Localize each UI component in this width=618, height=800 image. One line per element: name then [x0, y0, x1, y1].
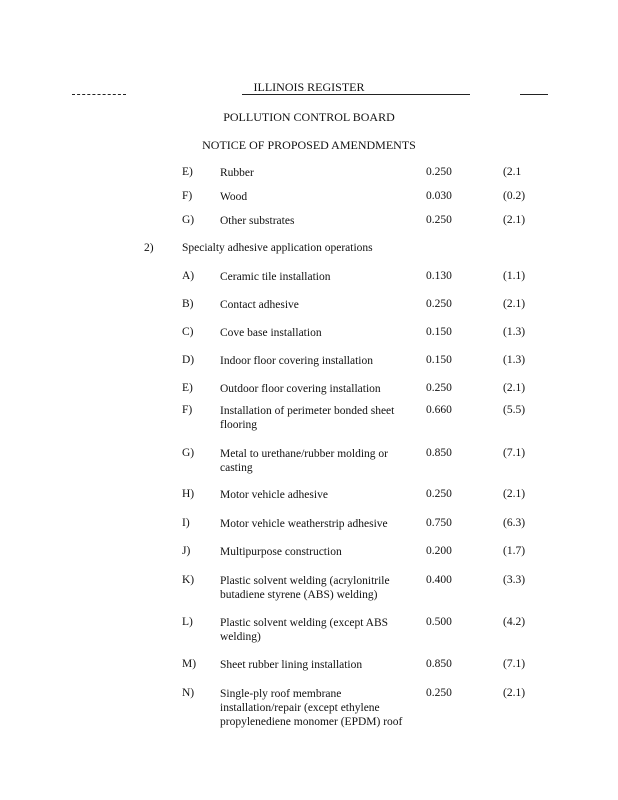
- section-number: 2): [144, 242, 154, 254]
- row-description: Other substrates: [220, 215, 295, 227]
- row-value-secondary: (1.3): [503, 326, 526, 338]
- row-value-primary: 0.250: [426, 298, 452, 310]
- register-title: ILLINOIS REGISTER: [253, 80, 365, 94]
- row-value-primary: 0.250: [426, 166, 452, 178]
- row-description: Installation of perimeter bonded sheet flooring: [220, 405, 395, 431]
- row-description: Rubber: [220, 167, 254, 179]
- row-value-primary: 0.200: [426, 545, 452, 557]
- row-value-secondary: (2.1: [503, 166, 522, 178]
- row-value-primary: 0.750: [426, 517, 452, 529]
- row-description: Metal to urethane/rubber molding or casting: [220, 448, 388, 474]
- row-description: Motor vehicle weatherstrip adhesive: [220, 518, 388, 530]
- row-value-secondary: (2.1): [503, 382, 526, 394]
- row-value-secondary: (1.3): [503, 354, 526, 366]
- row-value-secondary: (2.1): [503, 687, 526, 699]
- row-letter: L): [182, 616, 193, 628]
- row-value-primary: 0.500: [426, 616, 452, 628]
- row-letter: G): [182, 447, 195, 459]
- row-value-primary: 0.150: [426, 354, 452, 366]
- row-letter: K): [182, 574, 195, 586]
- section-title: Specialty adhesive application operations: [182, 242, 373, 254]
- row-letter: B): [182, 298, 194, 310]
- row-description: Cove base installation: [220, 327, 322, 339]
- row-letter: M): [182, 658, 197, 670]
- row-description: Wood: [220, 191, 248, 203]
- row-description: Motor vehicle adhesive: [220, 489, 328, 501]
- row-value-secondary: (4.2): [503, 616, 526, 628]
- row-value-primary: 0.130: [426, 270, 452, 282]
- row-description: Single-ply roof membrane installation/repair (except ethylene propylenediene monomer (EPDM) roof: [220, 688, 403, 728]
- board-title: POLLUTION CONTROL BOARD: [223, 110, 395, 124]
- row-description: Plastic solvent welding (except ABS welding): [220, 617, 389, 643]
- row-value-primary: 0.400: [426, 574, 452, 586]
- row-value-secondary: (0.2): [503, 190, 526, 202]
- row-letter: G): [182, 214, 195, 226]
- row-value-primary: 0.250: [426, 488, 452, 500]
- row-value-primary: 0.030: [426, 190, 452, 202]
- row-value-secondary: (3.3): [503, 574, 526, 586]
- row-value-primary: 0.850: [426, 447, 452, 459]
- row-description: Ceramic tile installation: [220, 271, 331, 283]
- row-value-secondary: (7.1): [503, 658, 526, 670]
- row-value-primary: 0.250: [426, 687, 452, 699]
- row-value-primary: 0.250: [426, 214, 452, 226]
- row-value-secondary: (1.1): [503, 270, 526, 282]
- row-value-secondary: (7.1): [503, 447, 526, 459]
- row-letter: A): [182, 270, 195, 282]
- row-value-primary: 0.150: [426, 326, 452, 338]
- row-value-secondary: (6.3): [503, 517, 526, 529]
- row-letter: H): [182, 488, 195, 500]
- notice-title: NOTICE OF PROPOSED AMENDMENTS: [202, 138, 416, 152]
- row-value-secondary: (2.1): [503, 214, 526, 226]
- row-letter: F): [182, 190, 193, 202]
- row-value-primary: 0.660: [426, 404, 452, 416]
- row-value-secondary: (2.1): [503, 298, 526, 310]
- row-description: Contact adhesive: [220, 299, 299, 311]
- row-description: Sheet rubber lining installation: [220, 659, 363, 671]
- row-letter: F): [182, 404, 193, 416]
- row-value-secondary: (2.1): [503, 488, 526, 500]
- row-letter: E): [182, 382, 193, 394]
- row-value-secondary: (1.7): [503, 545, 526, 557]
- row-letter: N): [182, 687, 195, 699]
- row-letter: J): [182, 545, 191, 557]
- row-description: Outdoor floor covering installation: [220, 383, 381, 395]
- row-letter: E): [182, 166, 193, 178]
- row-value-primary: 0.250: [426, 382, 452, 394]
- row-description: Indoor floor covering installation: [220, 355, 373, 367]
- row-value-secondary: (5.5): [503, 404, 526, 416]
- row-value-primary: 0.850: [426, 658, 452, 670]
- row-letter: I): [182, 517, 190, 529]
- row-letter: D): [182, 354, 195, 366]
- row-description: Plastic solvent welding (acrylonitrile butadiene styrene (ABS) welding): [220, 575, 390, 601]
- row-description: Multipurpose construction: [220, 546, 342, 558]
- row-letter: C): [182, 326, 194, 338]
